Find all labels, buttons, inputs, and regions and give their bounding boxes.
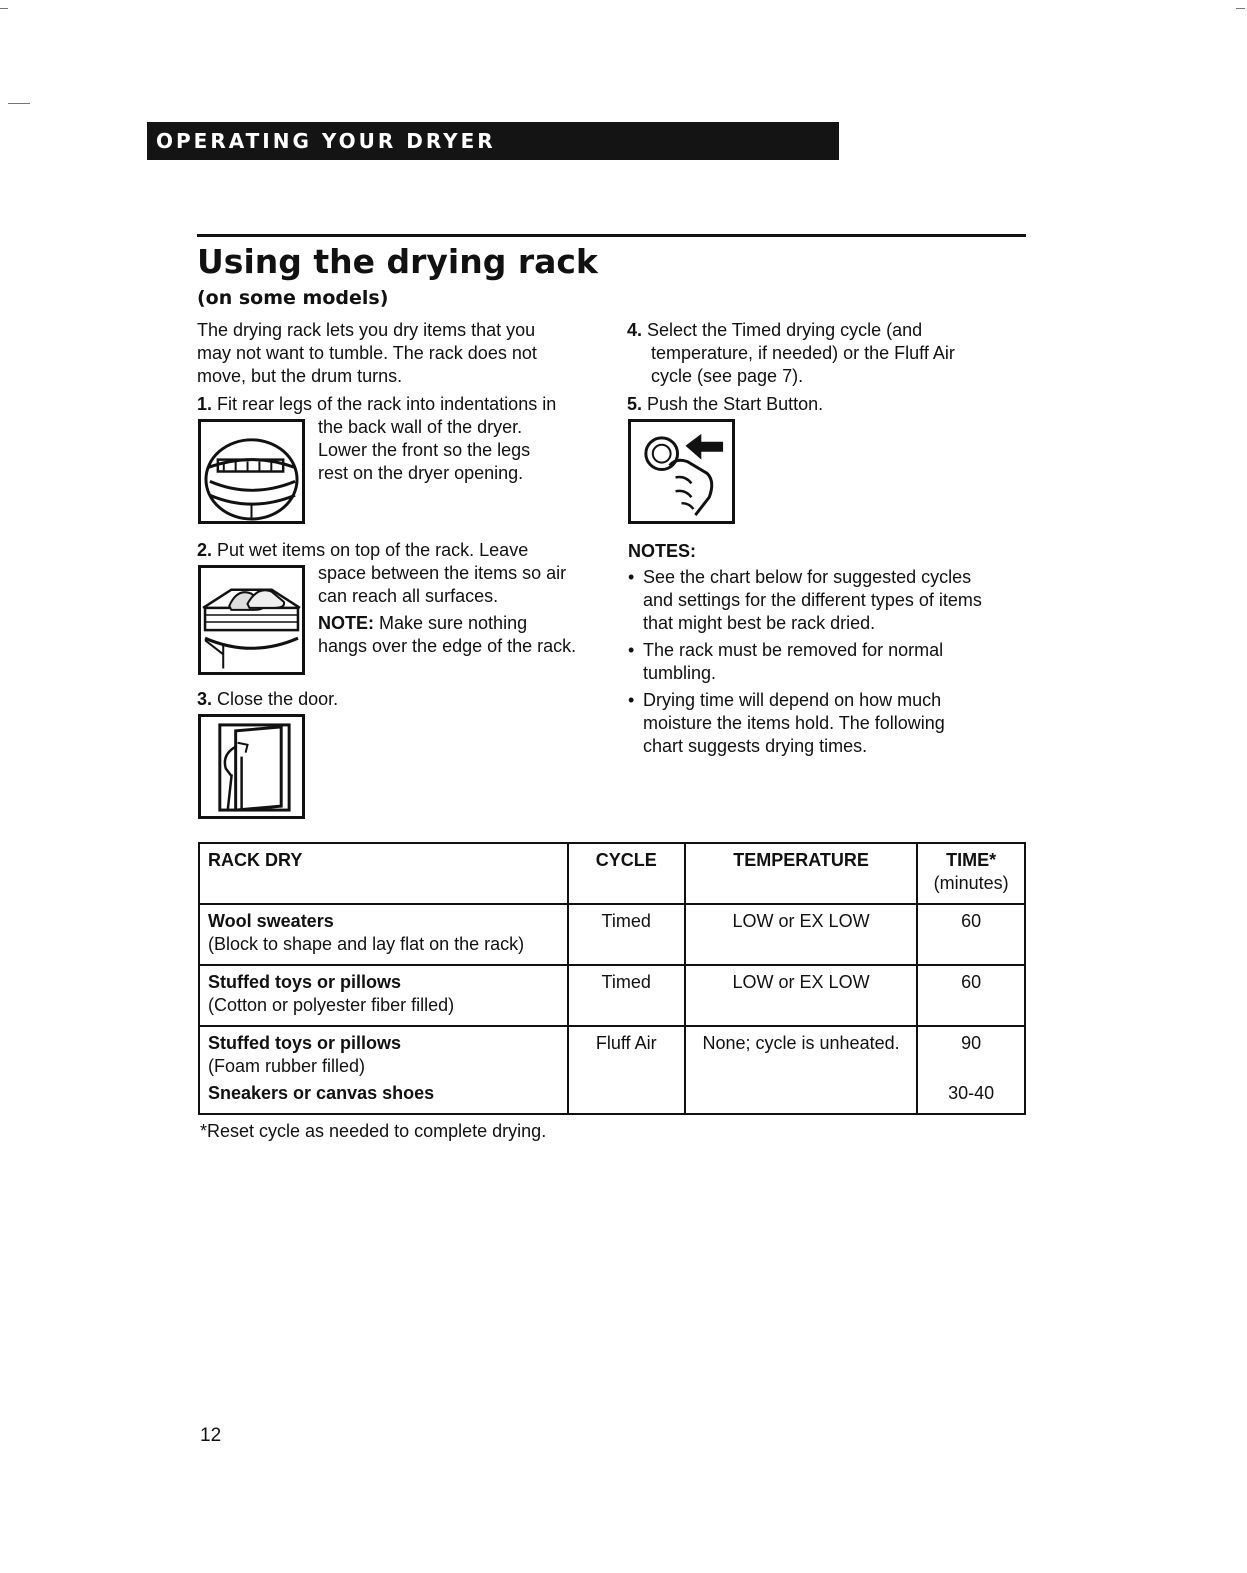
step-text: the back wall of the dryer. <box>318 417 523 437</box>
step-3 <box>197 688 338 711</box>
step-text: Fit rear legs of the rack into indentations in <box>217 394 557 414</box>
bullet-icon: • <box>628 640 635 660</box>
item-note: (Block to shape and lay flat on the rack) <box>208 934 525 954</box>
item-name: Stuffed toys or pillows <box>208 1033 402 1053</box>
step-4 <box>627 319 922 342</box>
title-rule <box>197 234 1026 237</box>
note-item: moisture the items hold. The following <box>643 713 945 733</box>
step-text: cycle (see page 7). <box>651 366 804 386</box>
header-time <box>917 843 1025 904</box>
step-text: Close the door. <box>217 689 339 709</box>
scan-mark <box>0 8 8 9</box>
step-text: Push the Start Button. <box>647 394 824 414</box>
rack-install-icon <box>198 419 305 524</box>
step-number: 1. <box>197 394 213 414</box>
page-subtitle: (on some models) <box>197 287 389 309</box>
temperature-cell: LOW or EX LOW <box>685 904 917 965</box>
rack-dry-table <box>198 842 1026 1115</box>
time-value: 90 <box>961 1033 982 1053</box>
item-name: Wool sweaters <box>208 911 334 931</box>
note-item: The rack must be removed for normal <box>643 640 944 660</box>
intro-line: may not want to tumble. The rack does not <box>197 343 537 363</box>
section-banner: OPERATING YOUR DRYER <box>147 122 839 160</box>
scan-mark <box>1236 8 1245 9</box>
table-row <box>199 965 1025 1026</box>
table-row <box>199 1026 1025 1114</box>
note-item: See the chart below for suggested cycles <box>643 567 972 587</box>
table-footnote: *Reset cycle as needed to complete drying. <box>200 1121 547 1141</box>
item-cell <box>199 904 568 965</box>
cycle-cell: Timed <box>568 965 685 1026</box>
step-number: 5. <box>627 394 643 414</box>
header-temperature: TEMPERATURE <box>685 843 917 904</box>
step-note <box>318 612 527 635</box>
notes-heading: NOTES: <box>628 541 697 561</box>
bullet-icon: • <box>628 690 635 710</box>
header-time-unit: (minutes) <box>933 873 1009 893</box>
step-text: rest on the dryer opening. <box>318 463 524 483</box>
step-text: can reach all surfaces. <box>318 586 499 606</box>
temperature-cell: LOW or EX LOW <box>685 965 917 1026</box>
step-text: space between the items so air <box>318 563 567 583</box>
item-note: (Cotton or polyester fiber filled) <box>208 995 455 1015</box>
header-cycle: CYCLE <box>568 843 685 904</box>
step-1 <box>197 393 556 416</box>
step-text: temperature, if needed) or the Fluff Air <box>651 343 955 363</box>
step-number: 4. <box>627 320 643 340</box>
note-item: that might best be rack dried. <box>643 613 876 633</box>
table-header-row <box>199 843 1025 904</box>
note-label: NOTE: <box>318 613 374 633</box>
intro-line: move, but the drum turns. <box>197 366 403 386</box>
step-2 <box>197 539 528 562</box>
step-note: hangs over the edge of the rack. <box>318 636 577 656</box>
page-title: Using the drying rack <box>197 242 598 281</box>
close-door-icon <box>198 714 305 819</box>
step-text: Put wet items on top of the rack. Leave <box>217 540 529 560</box>
start-button-icon <box>628 419 735 524</box>
item-name: Stuffed toys or pillows <box>208 972 402 992</box>
note-item: tumbling. <box>643 663 717 683</box>
step-text: Select the Timed drying cycle (and <box>647 320 923 340</box>
note-item: and settings for the different types of items <box>643 590 982 610</box>
intro-line: The drying rack lets you dry items that you <box>197 320 536 340</box>
shoes-on-rack-icon <box>198 565 305 675</box>
header-time-label: TIME* <box>946 850 997 870</box>
time-cell <box>917 1026 1025 1114</box>
time-cell: 60 <box>917 904 1025 965</box>
step-number: 2. <box>197 540 213 560</box>
time-cell: 60 <box>917 965 1025 1026</box>
step-5 <box>627 393 823 416</box>
header-rack-dry: RACK DRY <box>199 843 568 904</box>
cycle-cell: Fluff Air <box>568 1026 685 1114</box>
scan-mark <box>8 103 30 104</box>
note-item: chart suggests drying times. <box>643 736 868 756</box>
item-cell <box>199 1026 568 1114</box>
note-text: Make sure nothing <box>374 613 528 633</box>
note-item: Drying time will depend on how much <box>643 690 942 710</box>
cycle-cell: Timed <box>568 904 685 965</box>
step-number: 3. <box>197 689 213 709</box>
step-text: Lower the front so the legs <box>318 440 531 460</box>
table-row <box>199 904 1025 965</box>
page-number: 12 <box>200 1425 222 1446</box>
item-note: (Foam rubber filled) <box>208 1056 366 1076</box>
item-cell <box>199 965 568 1026</box>
bullet-icon: • <box>628 567 635 587</box>
time-value: 30-40 <box>948 1083 995 1103</box>
temperature-cell: None; cycle is unheated. <box>685 1026 917 1114</box>
item-name: Sneakers or canvas shoes <box>208 1083 435 1103</box>
